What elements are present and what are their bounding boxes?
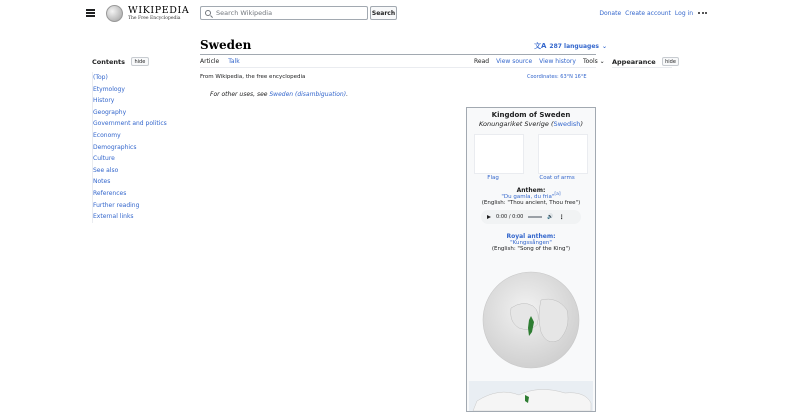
tab-article[interactable]: Article [200, 58, 219, 68]
site-header [0, 0, 800, 28]
table-of-contents [92, 57, 187, 223]
infobox [466, 107, 596, 412]
tabs-divider [200, 67, 596, 68]
tab-tools[interactable]: Tools ⌄ [582, 58, 605, 65]
anthem-ref[interactable]: [a] [554, 192, 561, 198]
royal-anthem-link[interactable]: "Kungssången" [510, 240, 552, 246]
toc-item-references[interactable]: References [93, 189, 127, 197]
language-button[interactable] [534, 41, 607, 51]
create-account-link[interactable]: Create account [625, 10, 671, 17]
appearance-title: Appearance [612, 57, 656, 66]
search-icon [205, 10, 211, 16]
anthem-english: (English: "Thou ancient, Thou free") [481, 200, 581, 206]
toc-item-notes[interactable]: Notes [93, 178, 111, 186]
toc-item-external-links[interactable]: External links [93, 213, 134, 221]
toc-item-economy[interactable]: Economy [93, 131, 121, 139]
swedish-language-link[interactable]: Swedish [553, 120, 581, 128]
toc-title: Contents [92, 57, 125, 66]
chevron-down-icon: ⌄ [601, 42, 607, 50]
tab-view-history[interactable]: View history [539, 58, 576, 65]
page-title: Sweden [200, 38, 252, 52]
appearance-panel [612, 57, 679, 66]
royal-anthem-english: (English: "Song of the King") [491, 246, 571, 252]
royal-anthem-label: Royal anthem: [506, 233, 556, 240]
infobox-title: Kingdom of Sweden [491, 111, 571, 119]
appearance-divider [612, 67, 672, 68]
toc-item-see-also[interactable]: See also [93, 166, 119, 174]
coat-of-arms-link[interactable]: Coat of arms [539, 175, 575, 181]
anthem-link[interactable]: "Du gamla, du fria" [501, 194, 555, 200]
player-menu-icon[interactable]: ⋮ [558, 213, 565, 221]
donate-link[interactable]: Donate [599, 10, 622, 17]
toc-item-history[interactable]: History [93, 97, 115, 105]
disambiguation-link[interactable]: Sweden (disambiguation) [269, 91, 347, 98]
language-count: 287 languages [549, 42, 599, 50]
login-link[interactable]: Log in [674, 10, 693, 17]
user-links [599, 10, 693, 17]
coordinates-link[interactable]: Coordinates: 63°N 16°E [527, 74, 587, 80]
player-time: 0:00 / 0:00 [496, 214, 524, 220]
flag-link[interactable]: Flag [487, 175, 499, 181]
search-input[interactable] [216, 9, 356, 17]
coat-of-arms-image[interactable] [538, 134, 588, 174]
toc-item-government[interactable]: Government and politics [93, 120, 167, 128]
title-divider [200, 54, 596, 55]
toc-item-etymology[interactable]: Etymology [93, 85, 125, 93]
toc-item-geography[interactable]: Geography [93, 108, 127, 116]
toc-item-top[interactable]: (Top) [93, 74, 108, 81]
toc-item-demographics[interactable]: Demographics [93, 143, 137, 151]
main-menu-icon[interactable] [86, 9, 95, 17]
toc-item-culture[interactable]: Culture [93, 155, 115, 163]
flag-image[interactable] [474, 134, 524, 174]
site-subtitle: From Wikipedia, the free encyclopedia [200, 74, 306, 80]
search-button[interactable]: Search [370, 6, 397, 20]
more-icon[interactable] [698, 12, 707, 14]
player-progress[interactable] [528, 216, 542, 218]
toc-list [92, 72, 187, 223]
play-icon[interactable] [487, 215, 491, 219]
tab-read[interactable]: Read [474, 58, 489, 68]
search-box[interactable] [200, 6, 368, 20]
tab-view-source[interactable]: View source [496, 58, 533, 65]
appearance-hide-button[interactable]: hide [662, 57, 680, 66]
location-europe-map[interactable] [469, 381, 593, 411]
anthem-label: Anthem: [516, 187, 546, 194]
hatnote: For other uses, see Sweden (disambiguation). [210, 91, 348, 98]
location-globe-map[interactable] [471, 270, 591, 370]
logo-wordmark[interactable]: WIKIPEDIA [128, 5, 190, 16]
logo-tagline: The Free Encyclopedia [128, 16, 181, 21]
infobox-native-name: Konungariket Sverige (Swedish) [479, 120, 583, 128]
wikipedia-globe-icon[interactable] [106, 5, 123, 22]
toc-item-further-reading[interactable]: Further reading [93, 201, 140, 209]
volume-icon[interactable]: 🔊 [547, 214, 554, 220]
tab-talk[interactable]: Talk [228, 58, 240, 65]
toc-hide-button[interactable]: hide [131, 57, 149, 66]
audio-player [481, 210, 581, 224]
translate-icon: 文A [534, 42, 547, 50]
